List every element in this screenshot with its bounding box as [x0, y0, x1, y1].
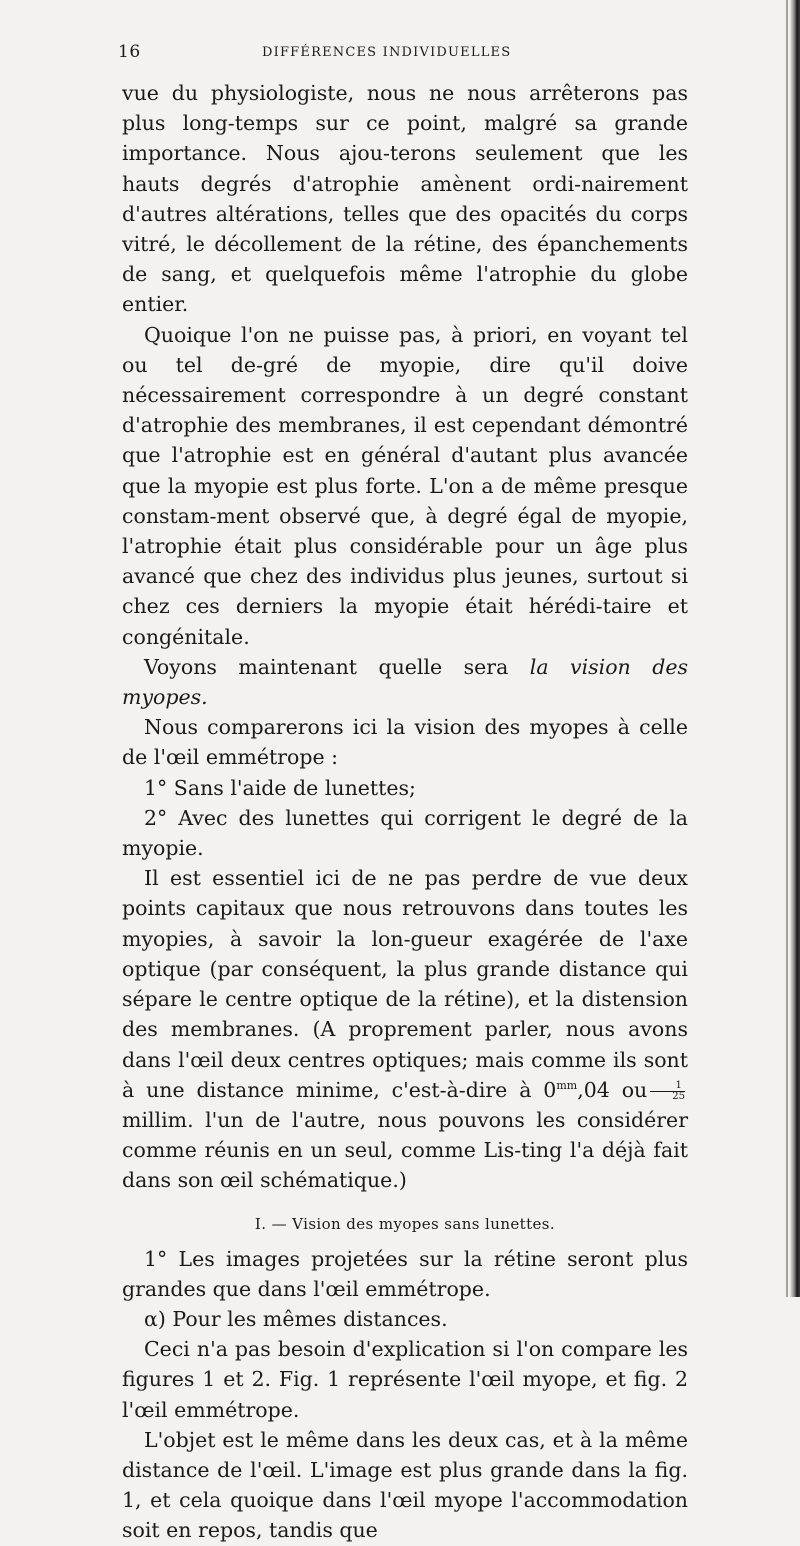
paragraph-7	[122, 863, 688, 1195]
section-heading: I. — Vision des myopes sans lunettes.	[254, 1214, 556, 1233]
page-edge-line	[786, 0, 788, 1297]
body-text	[122, 78, 688, 1546]
fraction-denominator: 25	[672, 1090, 685, 1102]
paragraph-7-part1: Il est essentiel ici de ne pas perdre de vue deux points capitaux que nous retrouvons dans toutes les myopies, à savoir la lon-gueur exagérée de l'axe optique (par conséquent, la plus grande distance qui sépare le centre optique de la rétine), et la distension des membranes. (A proprement parler, nous avons dans l'œil deux centres optiques; mais comme ils sont à une distance minime, c'est-à-dire à 0	[122, 866, 688, 1102]
list-item-2: 2° Avec des lunettes qui corrigent le degré de la myopie.	[122, 805, 688, 861]
page-number: 16	[118, 42, 141, 62]
unit-superscript: mm	[556, 1078, 578, 1092]
paragraph-11: L'objet est le même dans les deux cas, et à la même distance de l'œil. L'image est plus grande dans la fig. 1, et cela quoique dans l'œil myope l'accommodation soit en repos, tandis que	[122, 1427, 688, 1543]
fraction-numerator: 1	[650, 1081, 685, 1092]
running-title: DIFFÉRENCES INDIVIDUELLES	[262, 45, 512, 60]
paragraph-1: vue du physiologiste, nous ne nous arrêterons pas plus long-temps sur ce point, malgré sa grande importance. Nous ajou-terons seulement que les hauts degrés d'atrophie amènent ordi-nairement d'autres altérations, telles que des opacités du corps vitré, le décollement de la rétine, des épanchements de sang, et quelquefois même l'atrophie du globe entier.	[122, 81, 688, 317]
list-item-1: 1° Sans l'aide de lunettes;	[144, 775, 416, 800]
page-edge-shadow	[790, 0, 800, 1297]
paragraph-4: Nous comparerons ici la vision des myopes à celle de l'œil emmétrope :	[122, 715, 688, 770]
paragraph-3-italic: la vision des myopes.	[122, 654, 688, 710]
paragraph-9: α) Pour les mêmes distances.	[144, 1306, 448, 1331]
page-header	[0, 42, 790, 68]
paragraph-3-text: Voyons maintenant quelle sera	[144, 654, 530, 679]
paragraph-8: 1° Les images projetées sur la rétine seront plus grandes que dans l'œil emmétrope.	[122, 1246, 688, 1301]
paragraph-10: Ceci n'a pas besoin d'explication si l'on compare les figures 1 et 2. Fig. 1 représente l'œil myope, et fig. 2 l'œil emmétrope.	[122, 1337, 688, 1422]
paragraph-7-part3: millim. l'un de l'autre, nous pouvons les considérer comme réunis en un seul, comme Lis-ting l'a déjà fait dans son œil schématique.)	[122, 1107, 688, 1193]
paragraph-3	[122, 652, 688, 712]
fraction	[650, 1081, 685, 1102]
paragraph-2: Quoique l'on ne puisse pas, à priori, en voyant tel ou tel de-gré de myopie, dire qu'il doive nécessairement correspondre à un degré constant d'atrophie des membranes, il est cependant démontré que l'atrophie est en général d'autant plus avancée que la myopie est plus forte. L'on a de même presque constam-ment observé que, à degré égal de myopie, l'atrophie était plus considérable pour un âge plus avancé que chez des individus plus jeunes, surtout si chez ces derniers la myopie était hérédi-taire et congénitale.	[122, 322, 688, 649]
paragraph-7-part2: ,04 ou	[577, 1077, 648, 1102]
